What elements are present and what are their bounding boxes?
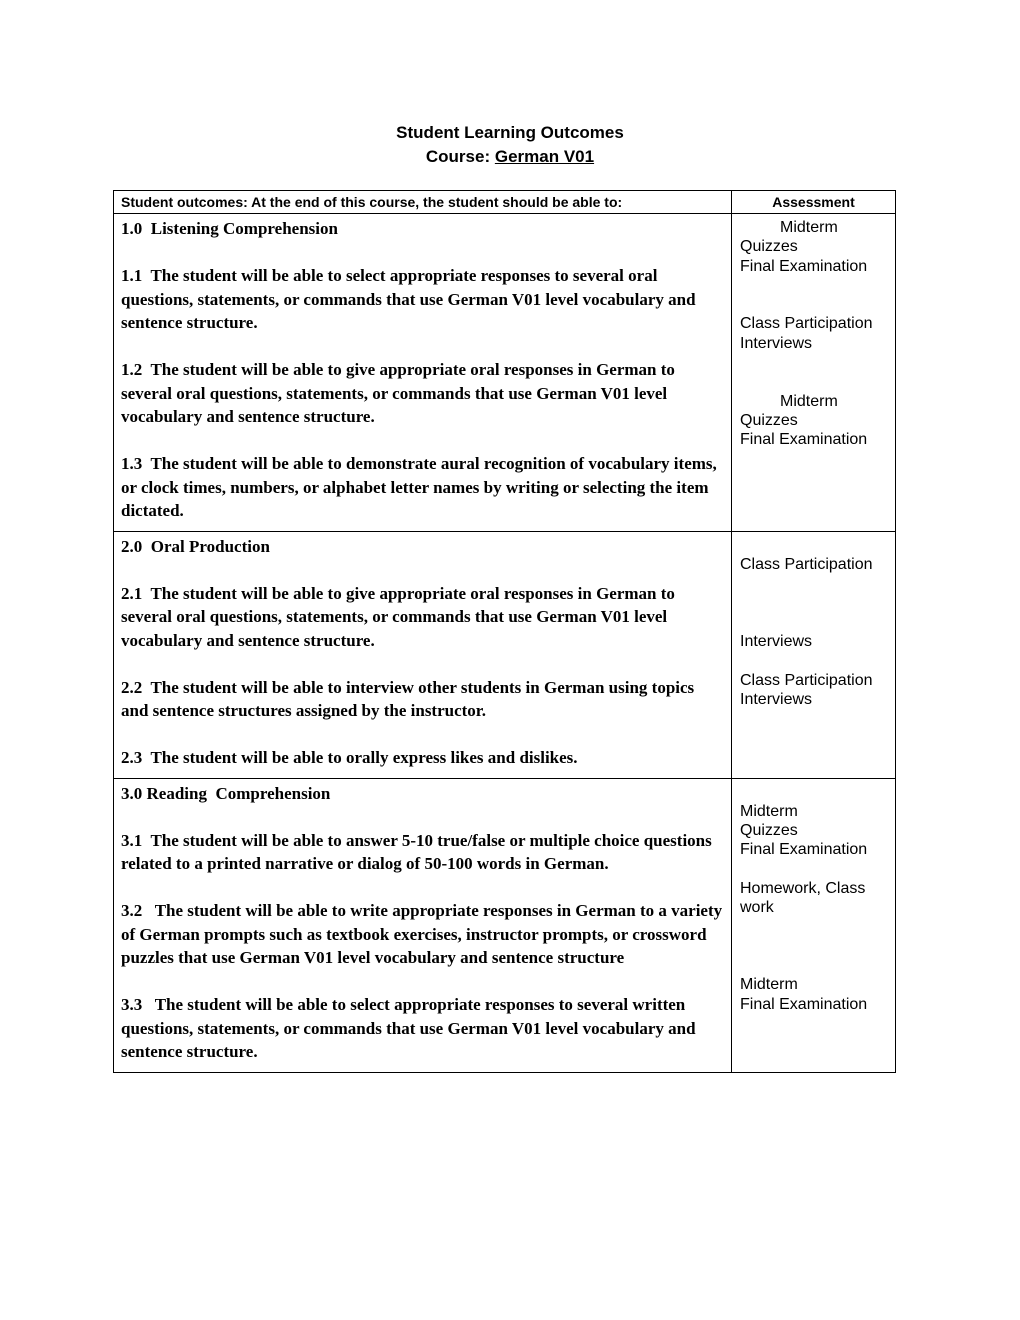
assessment-line: Interviews <box>740 632 813 650</box>
outcome-paragraph: 2.3 The student will be able to orally express likes and dislikes. <box>121 748 578 767</box>
outcomes-table <box>113 190 896 1073</box>
assessment-cell <box>732 214 896 532</box>
outcome-paragraph: 2.0 Oral Production <box>121 536 270 556</box>
outcome-paragraph: 1.3 The student will be able to demonstrate aural recognition of vocabulary items, or clock times, numbers, or alphabet letter names by writing or selecting the item dictated. <box>121 454 722 520</box>
assessment-line: Class Participation <box>740 315 873 333</box>
table-row-oral-production <box>114 531 896 778</box>
assessment-cell <box>732 778 896 1072</box>
assessment-line <box>740 295 891 314</box>
document-title: Student Learning Outcomes <box>396 123 624 142</box>
assessment-line: Interviews <box>740 334 813 352</box>
assessment-column-header: Assessment <box>732 191 896 214</box>
assessment-line <box>740 372 891 391</box>
assessment-line <box>740 918 891 937</box>
assessment-line: Midterm <box>740 802 798 820</box>
outcome-paragraph: 3.0 Reading Comprehension <box>121 783 331 803</box>
assessment-line <box>740 574 891 593</box>
assessment-line <box>740 956 891 975</box>
table-row-listening-comprehension <box>114 214 896 532</box>
assessment-line <box>740 651 891 670</box>
table-row-reading-comprehension <box>114 778 896 1072</box>
assessment-line <box>740 860 891 879</box>
assessment-line: Quizzes <box>740 822 798 840</box>
outcome-paragraph: 2.1 The student will be able to give appropriate oral responses in German to several oral questions, statements, or commands that use German V01 level vocabulary and sentence structure. <box>121 583 680 650</box>
outcome-paragraph: 2.2 The student will be able to interview other students in German using topics and sentence structures assigned by the instructor. <box>121 677 699 720</box>
assessment-line <box>740 593 891 612</box>
assessment-line: Quizzes <box>740 411 798 429</box>
course-name: German V01 <box>494 147 595 166</box>
outcome-paragraph: 3.3 The student will be able to select appropriate responses to several written questions, statements, or commands that use German V01 level vocabulary and sentence structure. <box>121 995 700 1061</box>
course-line <box>0 145 1020 169</box>
assessment-line: Midterm <box>780 219 838 236</box>
assessment-line: Final Examination <box>740 257 868 275</box>
outcome-paragraph: 3.2 The student will be able to write appropriate responses in German to a variety of German prompts such as textbook exercises, instructor prompts, or crossword puzzles that use German V01 level vocabulary and sentence structure <box>121 901 727 967</box>
outcome-paragraph: 1.1 The student will be able to select appropriate responses to several oral questions, statements, or commands that use German V01 level vocabulary and sentence structure. <box>121 266 700 332</box>
assessment-line: Final Examination <box>740 995 868 1013</box>
outcome-paragraph: 1.2 The student will be able to give appropriate oral responses in German to several oral questions, statements, or commands that use German V01 level vocabulary and sentence structure. <box>121 360 680 426</box>
assessment-line <box>740 937 891 956</box>
assessment-line: Final Examination <box>740 431 868 449</box>
outcomes-cell <box>114 778 732 1072</box>
assessment-line: Quizzes <box>740 238 798 256</box>
course-label: Course: <box>425 147 491 166</box>
assessment-line: Midterm <box>740 976 798 994</box>
assessment-line <box>740 353 891 372</box>
outcome-paragraph: 3.1 The student will be able to answer 5-10 true/false or multiple choice questions related to a printed narrative or dialog of 50-100 words in German. <box>121 830 716 873</box>
assessment-line: Final Examination <box>740 841 868 859</box>
assessment-line <box>740 783 891 802</box>
assessment-line: Homework, Class work <box>740 879 866 917</box>
assessment-line: Interviews <box>740 690 813 708</box>
assessment-line <box>740 613 891 632</box>
assessment-line: Class Participation <box>740 671 873 689</box>
assessment-line: Class Participation <box>740 555 873 573</box>
outcomes-cell <box>114 531 732 778</box>
outcomes-cell <box>114 214 732 532</box>
assessment-line <box>740 536 891 555</box>
table-header-row <box>114 191 896 214</box>
outcomes-column-header: Student outcomes: At the end of this course, the student should be able to: <box>114 191 732 214</box>
assessment-line: Midterm <box>780 392 838 410</box>
assessment-cell <box>732 531 896 778</box>
outcome-paragraph: 1.0 Listening Comprehension <box>121 219 338 238</box>
assessment-line <box>740 276 891 295</box>
